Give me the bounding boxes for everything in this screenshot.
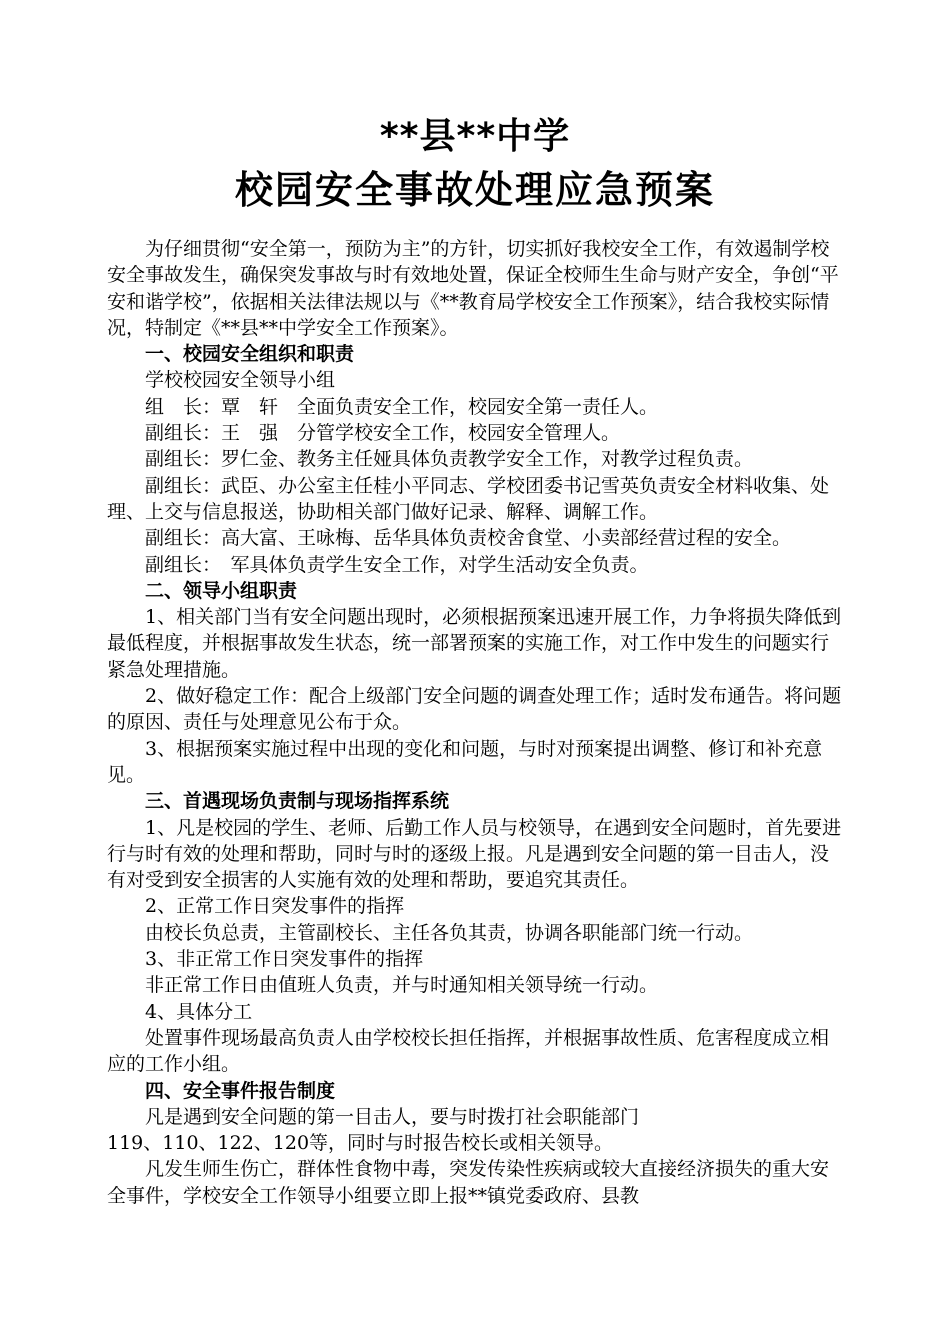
body-paragraph: 1、凡是校园的学生、老师、后勤工作人员与校领导，在遇到安全问题时，首先要进行与时有效的处理和帮助，同时与时的逐级上报。凡是遇到安全问题的第一目击人，没有对受到安全损害的人实施有效的处理和帮助，要追究其责任。 [107,816,842,892]
body-paragraph: 4、具体分工 [145,1000,253,1023]
body-paragraph: 组 长：覃 轩 全面负责安全工作，校园安全第一责任人。 [145,395,659,418]
body-paragraph: 3、非正常工作日突发事件的指挥 [145,948,424,971]
body-paragraph: 1、相关部门当有安全问题出现时，必须根据预案迅速开展工作，力争将损失降低到最低程度，并根据事故发生状态，统一部署预案的实施工作，对工作中发生的问题实行紧急处理措施。 [107,606,842,681]
body-paragraph: 副组长： 军具体负责学生安全工作，对学生活动安全负责。 [145,553,649,576]
school-name-title: **县**中学 [379,116,571,157]
body-paragraph: 为仔细贯彻“安全第一，预防为主”的方针，切实抓好我校安全工作，有效遏制学校安全事故发生，确保突发事故与时有效地处置，保证全校师生生命与财产安全，争创“平安和谐学校”，依据相关法律法规以与《**教育局学校安全工作预案》，结合我校实际情况，特制定《**县**中学安全工作预案》。 [107,238,839,339]
body-paragraph: 由校长负总责，主管副校长、主任各负其责，协调各职能部门统一行动。 [145,921,754,944]
document-title: 校园安全事故处理应急预案 [234,168,715,212]
body-paragraph: 副组长：高大富、王咏梅、岳华具体负责校舍食堂、小卖部经营过程的安全。 [145,527,792,550]
body-paragraph: 学校校园安全领导小组 [145,369,336,392]
body-paragraph: 119、110、122、120等，同时与时报告校长或相关领导。 [107,1132,614,1155]
body-paragraph: 凡是遇到安全问题的第一目击人，要与时拨打社会职能部门 [145,1105,640,1128]
section-heading: 二、领导小组职责 [145,579,298,602]
body-paragraph: 3、根据预案实施过程中出现的变化和问题，与时对预案提出调整、修订和补充意见。 [107,737,823,786]
body-paragraph: 副组长：王 强 分管学校安全工作，校园安全管理人。 [145,422,621,445]
section-heading: 三、首遇现场负责制与现场指挥系统 [145,790,450,813]
body-paragraph: 2、正常工作日突发事件的指挥 [145,895,405,918]
body-paragraph: 副组长：罗仁金、教务主任娅具体负责教学安全工作，对教学过程负责。 [145,448,754,471]
title-block [0,112,950,218]
body-paragraph: 凡发生师生伤亡，群体性食物中毒，突发传染性疾病或较大直接经济损失的重大安全事件，学校安全工作领导小组要立即上报**镇党委政府、县教 [107,1158,830,1207]
body-paragraph: 副组长：武臣、办公室主任桂小平同志、学校团委书记雪英负责安全材料收集、处理、上交与信息报送，协助相关部门做好记录、解释、调解工作。 [107,474,830,523]
section-heading: 一、校园安全组织和职责 [145,343,355,366]
section-heading: 四、安全事件报告制度 [145,1079,336,1102]
body-paragraph: 处置事件现场最高负责人由学校校长担任指挥，并根据事故性质、危害程度成立相应的工作小组。 [107,1026,830,1076]
body-paragraph: 非正常工作日由值班人负责，并与时通知相关领导统一行动。 [145,974,659,997]
body-paragraph: 2、做好稳定工作：配合上级部门安全问题的调查处理工作；适时发布通告。将问题的原因、责任与处理意见公布于众。 [107,685,842,734]
document-body [107,236,847,1209]
